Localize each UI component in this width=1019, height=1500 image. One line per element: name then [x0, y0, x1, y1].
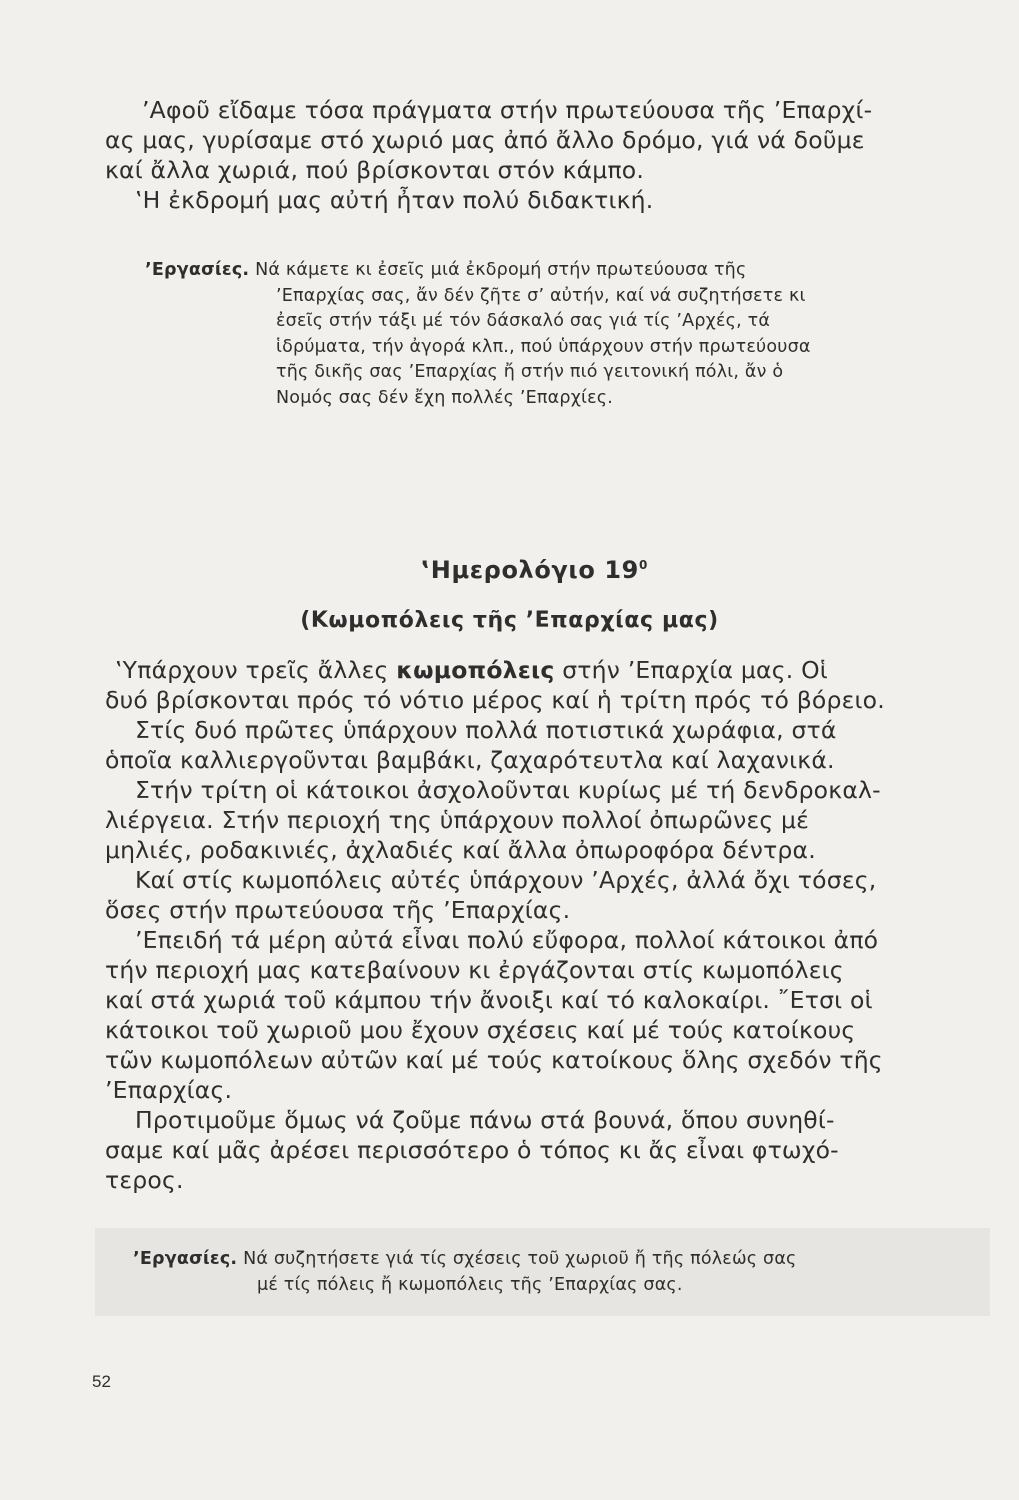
text-line: μηλιές, ροδακινιές, ἀχλαδιές καί ἄλλα ὀπωροφόρα δέντρα. [105, 836, 816, 864]
exercise-first-line [95, 1246, 990, 1272]
diary-title-superscript: 0 [638, 558, 648, 572]
intro-paragraph [105, 95, 985, 215]
text-line: τῶν κωμοπόλεων αὐτῶν καί μέ τούς κατοίκους ὅλης σχεδόν τῆς [105, 1046, 883, 1074]
text-line: τερος. [105, 1166, 184, 1194]
exercise-line: τῆς δικῆς σας ’Επαρχίας ἤ στήν πιό γειτονική πόλι, ἄν ὁ [276, 362, 784, 383]
exercise-label: ’Εργασίες. [133, 1249, 238, 1269]
exercise-block-2 [95, 1228, 990, 1316]
text-line: καί στά χωριά τοῦ κάμπου τήν ἄνοιξι καί τό καλοκαίρι. ῎Ετσι οἱ [105, 986, 873, 1014]
exercise-label: ’Εργασίες. [145, 260, 250, 280]
text-line: σαμε καί μᾶς ἀρέσει περισσότερο ὁ τόπος κι ἄς εἶναι φτωχό- [105, 1136, 839, 1164]
text-line: Προτιμοῦμε ὅμως νά ζοῦμε πάνω στά βουνά, ὅπου συνηθί- [135, 1106, 835, 1134]
text-line: Στίς δυό πρῶτες ὑπάρχουν πολλά ποτιστικά χωράφια, στά [135, 716, 837, 744]
text-line: λιέργεια. Στήν περιοχή της ὑπάρχουν πολλοί ὀπωρῶνες μέ [105, 806, 810, 834]
text-line [105, 655, 985, 685]
bold-term: κωμοπόλεις [396, 656, 555, 684]
exercise-block-1 [145, 258, 965, 412]
text-line: ὁποῖα καλλιεργοῦνται βαμβάκι, ζαχαρότευτλα καί λαχανικά. [105, 746, 835, 774]
text-line: καί ἄλλα χωριά, πού βρίσκονται στόν κάμπο. [105, 156, 645, 184]
text-segment: στήν ’Επαρχία μας. Οἱ [554, 656, 828, 684]
exercise-text: Νά κάμετε κι ἐσεῖς μιά ἐκδρομή στήν πρωτεύουσα τῆς [255, 260, 747, 280]
body-paragraph [105, 655, 985, 1195]
diary-title: ‛Ημερολόγιο 19 [421, 556, 639, 584]
page-number: 52 [92, 1372, 111, 1391]
diary-subtitle: (Κωμοπόλεις τῆς ’Επαρχίας μας) [300, 608, 719, 633]
exercise-text: Νά συζητήσετε γιά τίς σχέσεις τοῦ χωριοῦ ἤ τῆς πόλεώς σας [243, 1249, 797, 1269]
text-line: δυό βρίσκονται πρός τό νότιο μέρος καί ἡ τρίτη πρός τό βόρειο. [105, 686, 885, 714]
exercise-line: μέ τίς πόλεις ἤ κωμοπόλεις τῆς ’Επαρχίας σας. [257, 1275, 683, 1295]
text-line: ’Αφοῦ εἴδαμε τόσα πράγματα στήν πρωτεύουσα τῆς ’Επαρχί- [142, 96, 873, 124]
text-line: ’Επαρχίας. [105, 1076, 233, 1104]
text-line: τήν περιοχή μας κατεβαίνουν κι ἐργάζονται στίς κωμοπόλεις [105, 956, 844, 984]
text-segment: ‛Υπάρχουν τρεῖς ἄλλες [115, 656, 397, 684]
diary-heading [0, 548, 1019, 582]
text-line: Στήν τρίτη οἱ κάτοικοι ἀσχολοῦνται κυρίως μέ τή δενδροκαλ- [135, 776, 881, 804]
text-line: κάτοικοι τοῦ χωριοῦ μου ἔχουν σχέσεις καί μέ τούς κατοίκους [105, 1016, 856, 1044]
exercise-line: Νομός σας δέν ἔχη πολλές ’Επαρχίες. [276, 387, 614, 408]
exercise-line: ἐσεῖς στήν τάξι μέ τόν δάσκαλό σας γιά τίς ’Αρχές, τά [276, 311, 771, 332]
text-line: ‛Η ἐκδρομή μας αὐτή ἦταν πολύ διδακτική. [135, 186, 654, 214]
exercise-first-line [145, 258, 965, 284]
text-line: ὅσες στήν πρωτεύουσα τῆς ’Επαρχίας. [105, 896, 571, 924]
exercise-line: ’Επαρχίας σας, ἄν δέν ζῆτε σ’ αὐτήν, καί νά συζητήσετε κι [276, 285, 806, 306]
exercise-line: ἱδρύματα, τήν ἀγορά κλπ., πού ὑπάρχουν στήν πρωτεύουσα [276, 336, 811, 357]
text-line: ας μας, γυρίσαμε στό χωριό μας ἀπό ἄλλο δρόμο, γιά νά δοῦμε [105, 126, 865, 154]
text-line: Καί στίς κωμοπόλεις αὐτές ὑπάρχουν ’Αρχές, ἀλλά ὄχι τόσες, [135, 866, 877, 894]
text-line: ’Επειδή τά μέρη αὐτά εἶναι πολύ εὔφορα, πολλοί κάτοικοι ἀπό [135, 926, 879, 954]
